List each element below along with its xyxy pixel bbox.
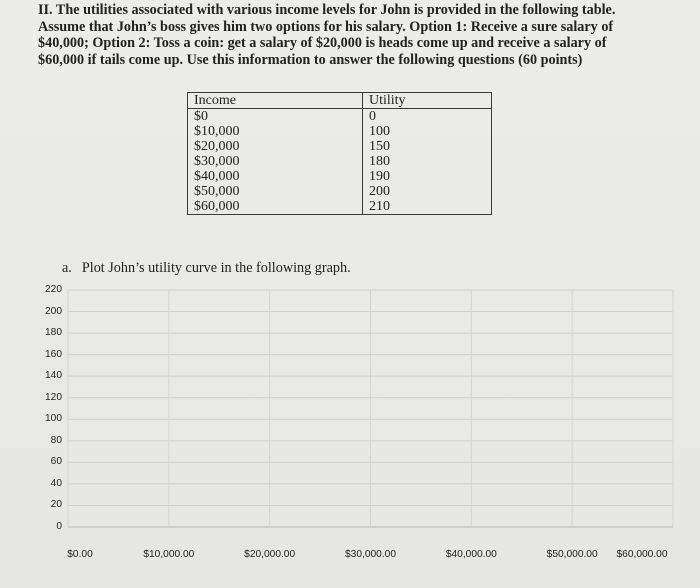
income-cell: $60,000 [188,199,363,215]
income-cell: $40,000 [188,169,363,184]
y-tick-label: 180 [45,327,62,339]
x-tick-label: $40,000.00 [445,549,497,560]
income-cell: $30,000 [188,154,363,169]
utility-cell: 210 [363,199,492,215]
graph-grid [32,280,682,580]
y-tick-label: 80 [50,434,62,446]
table-row [188,184,492,199]
table-row [188,199,492,215]
table-row [188,139,492,154]
utility-graph [32,280,682,580]
part-a-prompt [62,260,351,277]
income-cell: $0 [188,109,363,125]
x-tick-label: $60,000.00 [616,549,668,560]
table-header-row [188,93,492,109]
question-line: $40,000; Option 2: Toss a coin: get a salary of $20,000 is heads come up and receive a salary of [38,35,607,52]
utility-cell: 190 [363,169,492,184]
y-tick-label: 220 [45,284,62,295]
utility-table [187,92,492,215]
y-tick-label: 160 [45,348,62,360]
utility-header: Utility [363,93,492,109]
income-cell: $20,000 [188,139,363,154]
y-tick-label: 100 [45,413,62,425]
part-a-letter: a. [62,260,72,276]
x-tick-label: $30,000.00 [345,549,396,560]
y-tick-label: 60 [50,456,62,468]
table-row [188,109,492,125]
income-cell: $50,000 [188,184,363,199]
question-line: II. The utilities associated with various income levels for John is provided in the following table. [38,2,616,18]
table-row [188,154,492,169]
y-tick-label: 20 [50,499,62,511]
x-tick-label: $10,000.00 [143,549,195,560]
x-tick-label: $0.00 [67,549,93,560]
utility-cell: 150 [363,139,492,154]
x-tick-label: $50,000.00 [546,549,598,560]
y-tick-label: 140 [45,370,62,382]
table-row [188,124,492,139]
y-tick-label: 40 [50,477,62,489]
income-header: Income [188,93,363,109]
y-tick-label: 200 [45,305,62,317]
x-tick-label: $20,000.00 [244,549,296,560]
question-line: $60,000 if tails come up. Use this information to answer the following questions (60 points) [38,51,583,68]
question-line: Assume that John’s boss gives him two options for his salary. Option 1: Receive a sure salary of [38,18,614,35]
utility-cell: 200 [363,184,492,199]
income-cell: $10,000 [188,124,363,139]
utility-cell: 100 [363,124,492,139]
part-a-text: Plot John’s utility curve in the following graph. [81,260,351,276]
y-tick-label: 0 [56,521,62,532]
table-row [188,169,492,184]
utility-cell: 180 [363,154,492,169]
y-tick-label: 120 [45,391,62,403]
utility-cell: 0 [363,109,492,125]
question-text [38,2,678,68]
